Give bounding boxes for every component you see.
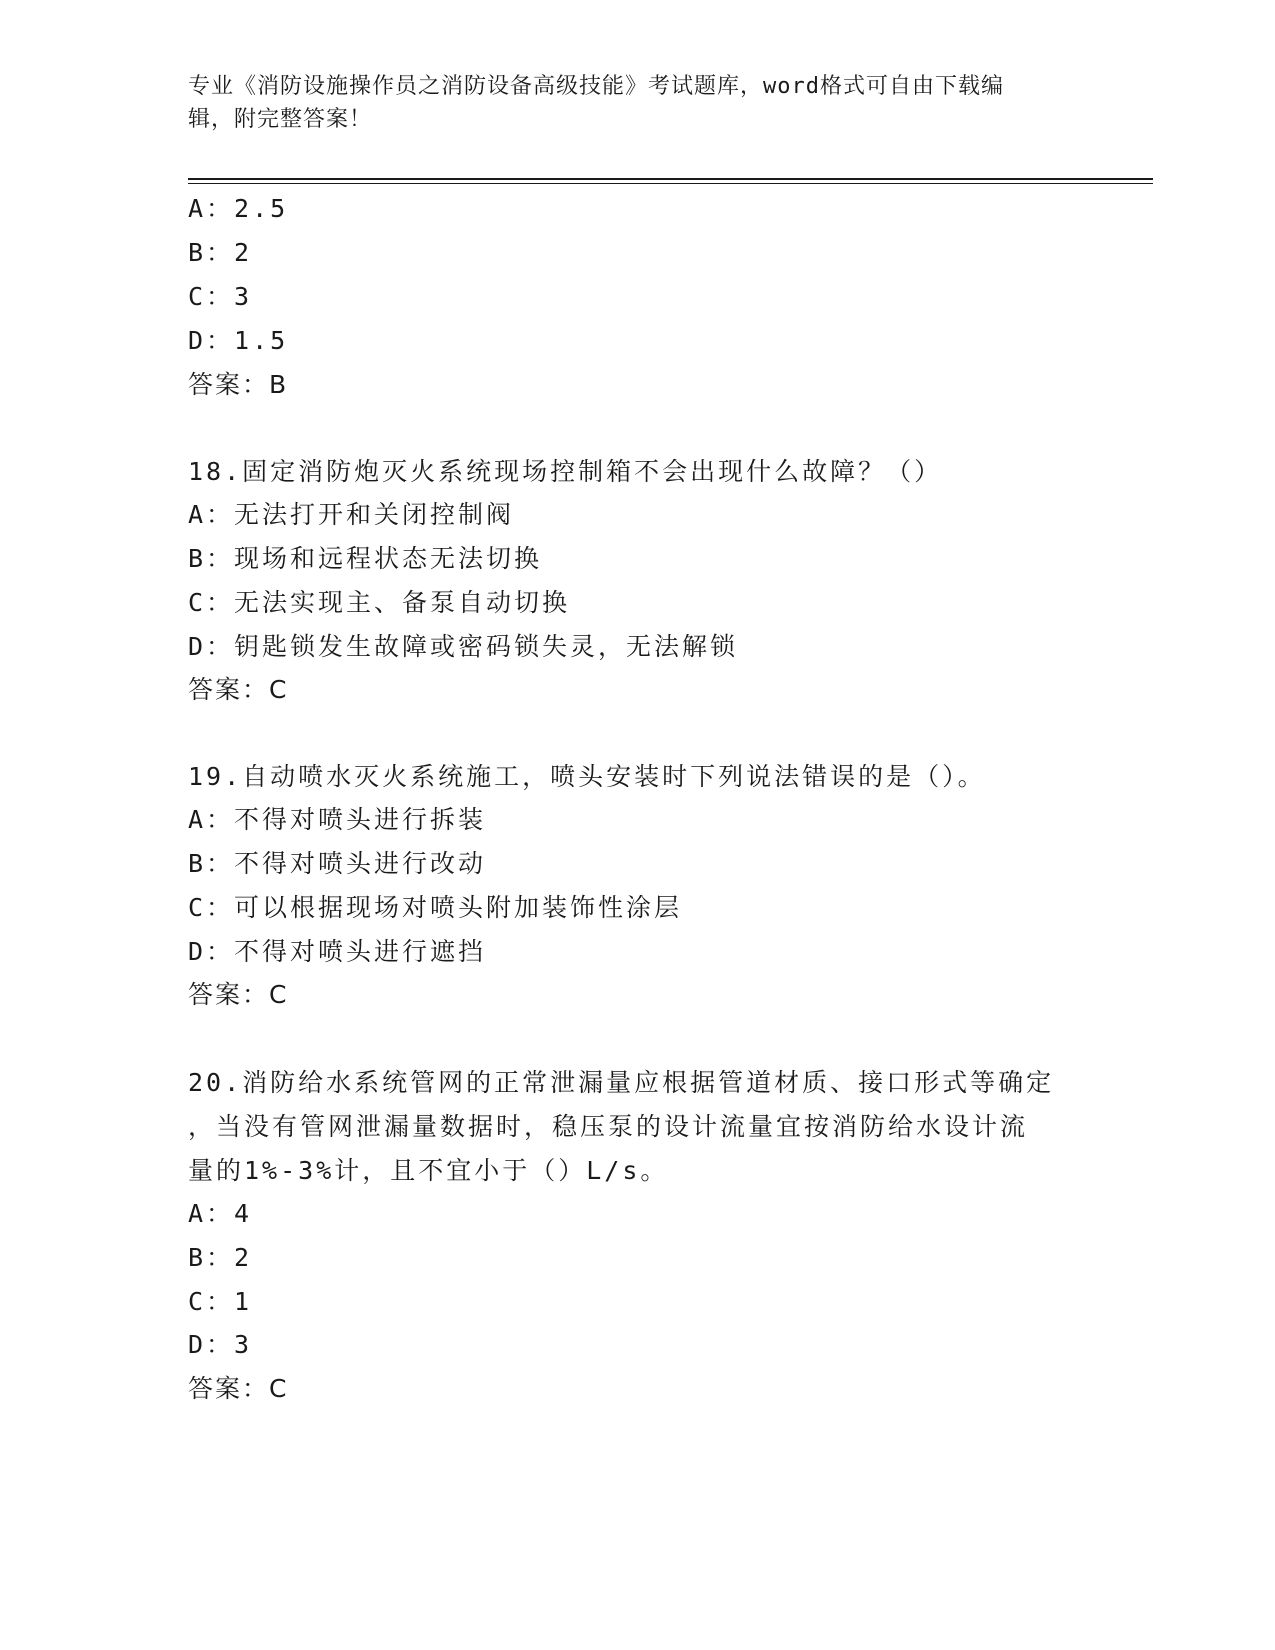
q17-option-d: D：1.5 xyxy=(188,326,289,355)
q18-answer: 答案：C xyxy=(188,675,289,704)
q18-option-d: D：钥匙锁发生故障或密码锁失灵，无法解锁 xyxy=(188,632,739,661)
q18-stem: 18.固定消防炮灭火系统现场控制箱不会出现什么故障？（） xyxy=(188,457,943,486)
q19-answer: 答案：C xyxy=(188,980,289,1009)
header-divider-thin xyxy=(188,183,1153,184)
q20-option-a: A：4 xyxy=(188,1199,253,1228)
document-header xyxy=(188,70,1088,136)
q19-option-d: D：不得对喷头进行遮挡 xyxy=(188,937,487,966)
header-line-2: 辑，附完整答案！ xyxy=(188,107,373,132)
q20-stem-line-2: ，当没有管网泄漏量数据时，稳压泵的设计流量宜按消防给水设计流 xyxy=(188,1112,1029,1141)
q20-option-d: D：3 xyxy=(188,1330,253,1359)
q18-option-a: A：无法打开和关闭控制阀 xyxy=(188,500,515,529)
q19-stem: 19.自动喷水灭火系统施工，喷头安装时下列说法错误的是（）。 xyxy=(188,762,986,791)
q17-option-c: C：3 xyxy=(188,282,253,311)
q17-answer: 答案：B xyxy=(188,370,289,399)
q20-stem-line-3: 量的1%-3%计，且不宜小于（）L/s。 xyxy=(188,1156,669,1185)
q19-option-b: B：不得对喷头进行改动 xyxy=(188,849,487,878)
q17-option-b: B：2 xyxy=(188,238,253,267)
q19-option-c: C：可以根据现场对喷头附加装饰性涂层 xyxy=(188,893,683,922)
q20-stem-line-1: 20.消防给水系统管网的正常泄漏量应根据管道材质、接口形式等确定 xyxy=(188,1068,1055,1097)
header-line-1: 专业《消防设施操作员之消防设备高级技能》考试题库，word格式可自由下载编 xyxy=(188,74,1004,99)
q20-option-b: B：2 xyxy=(188,1243,253,1272)
q18-option-b: B：现场和远程状态无法切换 xyxy=(188,544,543,573)
q20-option-c: C：1 xyxy=(188,1287,253,1316)
q20-answer: 答案：C xyxy=(188,1374,289,1403)
q18-option-c: C：无法实现主、备泵自动切换 xyxy=(188,588,571,617)
header-divider-thick xyxy=(188,178,1153,180)
q19-option-a: A：不得对喷头进行拆装 xyxy=(188,805,487,834)
q17-option-a: A：2.5 xyxy=(188,194,289,223)
